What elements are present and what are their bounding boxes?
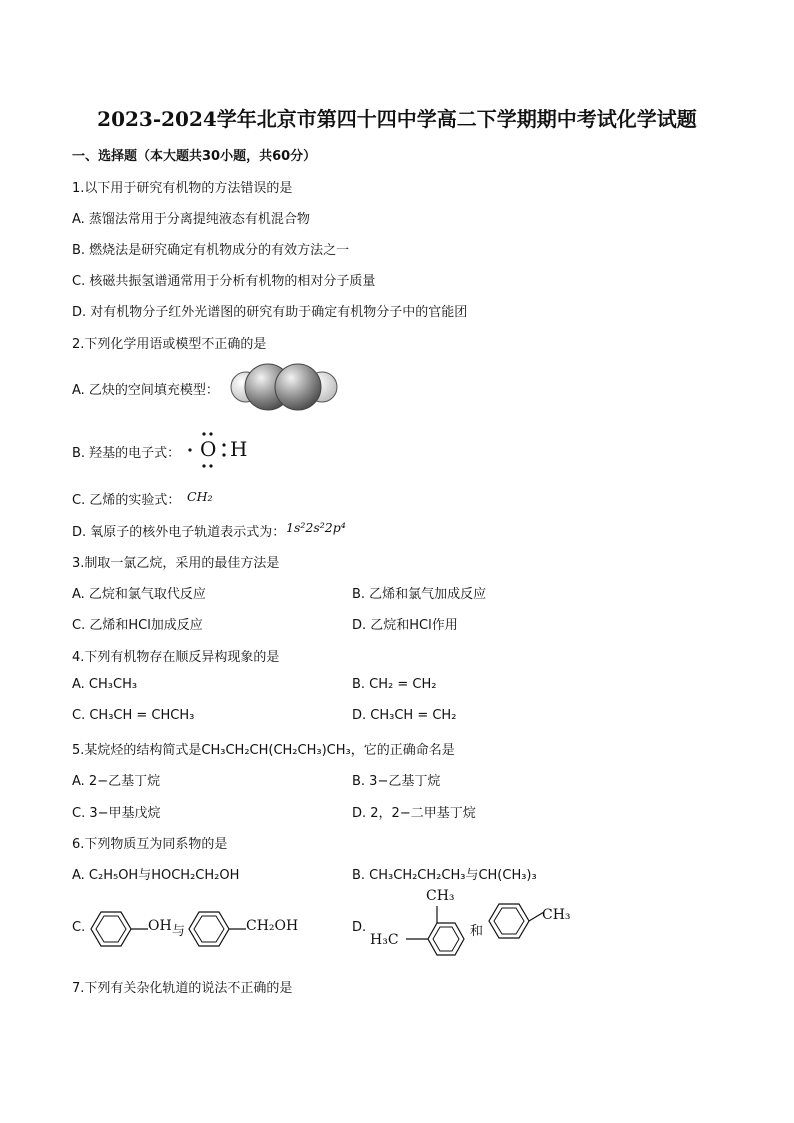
q3-option-a: A. 乙烷和氯气取代反应 — [72, 587, 206, 602]
q6-stem: 6.下列物质互为同系物的是 — [72, 837, 228, 852]
q5-option-b: B. 3−乙基丁烷 — [352, 774, 441, 789]
q1-option-c: C. 核磁共振氢谱通常用于分析有机物的相对分子质量 — [72, 274, 376, 289]
q2-option-c: C. 乙烯的实验式： — [72, 493, 181, 508]
q3-option-b: B. 乙烯和氯气加成反应 — [352, 587, 487, 602]
benzyl-ch2oh-label: CH₂OH — [246, 918, 299, 934]
q3-option-c: C. 乙烯和HCl加成反应 — [72, 618, 203, 633]
q7-stem: 7.下列有关杂化轨道的说法不正确的是 — [72, 981, 293, 996]
page-title: 2023-2024学年北京市第四十四中学高二下学期期中考试化学试题 — [97, 107, 697, 131]
q5-option-c: C. 3−甲基戊烷 — [72, 806, 161, 821]
ethylene-empirical-formula: CH₂ — [187, 489, 213, 504]
oxygen-electron-configuration: 1s²2s²2p⁴ — [286, 520, 346, 535]
q1-option-a: A. 蒸馏法常用于分离提纯液态有机混合物 — [72, 212, 310, 227]
xylene-h3c-label: H₃C — [370, 932, 399, 948]
section-heading: 一、选择题（本大题共30小题，共60分） — [72, 149, 317, 164]
q1-stem: 1.以下用于研究有机物的方法错误的是 — [72, 181, 293, 196]
q6-option-a: A. C₂H₅OH与HOCH₂CH₂OH — [72, 868, 240, 883]
q1-option-b: B. 燃烧法是研究确定有机物成分的有效方法之一 — [72, 243, 350, 258]
toluene-structure — [486, 896, 548, 946]
hydrogen-symbol: H — [230, 437, 248, 461]
q6-option-c-label: C. — [72, 920, 86, 935]
acetylene-space-filling-model — [226, 362, 342, 412]
q4-stem: 4.下列有机物存在顺反异构现象的是 — [72, 650, 280, 665]
toluene-ch3-label: CH₃ — [542, 907, 571, 923]
q6-option-d-label: D. — [352, 920, 367, 935]
q4-option-b: B. CH₂ = CH₂ — [352, 677, 437, 692]
xylene-ch3-top-label: CH₃ — [426, 888, 455, 904]
q4-option-d: D. CH₃CH = CH₂ — [352, 708, 457, 723]
meta-xylene-structure — [398, 904, 470, 966]
phenol-structure — [88, 904, 150, 954]
q2-option-b: B. 羟基的电子式： — [72, 446, 181, 461]
q3-stem: 3.制取一氯乙烷，采用的最佳方法是 — [72, 556, 280, 571]
q4-option-a: A. CH₃CH₃ — [72, 677, 138, 692]
q6-d-conjunction: 和 — [470, 924, 484, 939]
q5-option-d: D. 2，2−二甲基丁烷 — [352, 806, 476, 821]
q2-stem: 2.下列化学用语或模型不正确的是 — [72, 337, 267, 352]
q1-option-d: D. 对有机物分子红外光谱图的研究有助于确定有机物分子中的官能团 — [72, 305, 468, 320]
benzyl-alcohol-structure — [186, 904, 248, 954]
q6-option-b: B. CH₃CH₂CH₂CH₃与CH(CH₃)₃ — [352, 868, 537, 883]
q4-option-c: C. CH₃CH = CHCH₃ — [72, 708, 195, 723]
q5-stem: 5.某烷烃的结构简式是CH₃CH₂CH(CH₂CH₃)CH₃，它的正确命名是 — [72, 743, 455, 758]
q6-c-conjunction: 与 — [172, 924, 186, 939]
q2-option-a: A. 乙炔的空间填充模型： — [72, 383, 219, 398]
oxygen-symbol: O — [200, 437, 217, 461]
q5-option-a: A. 2−乙基丁烷 — [72, 774, 161, 789]
q3-option-d: D. 乙烷和HCl作用 — [352, 618, 458, 633]
q2-option-d: D. 氧原子的核外电子轨道表示式为： — [72, 525, 286, 540]
phenol-oh-label: OH — [148, 918, 172, 934]
